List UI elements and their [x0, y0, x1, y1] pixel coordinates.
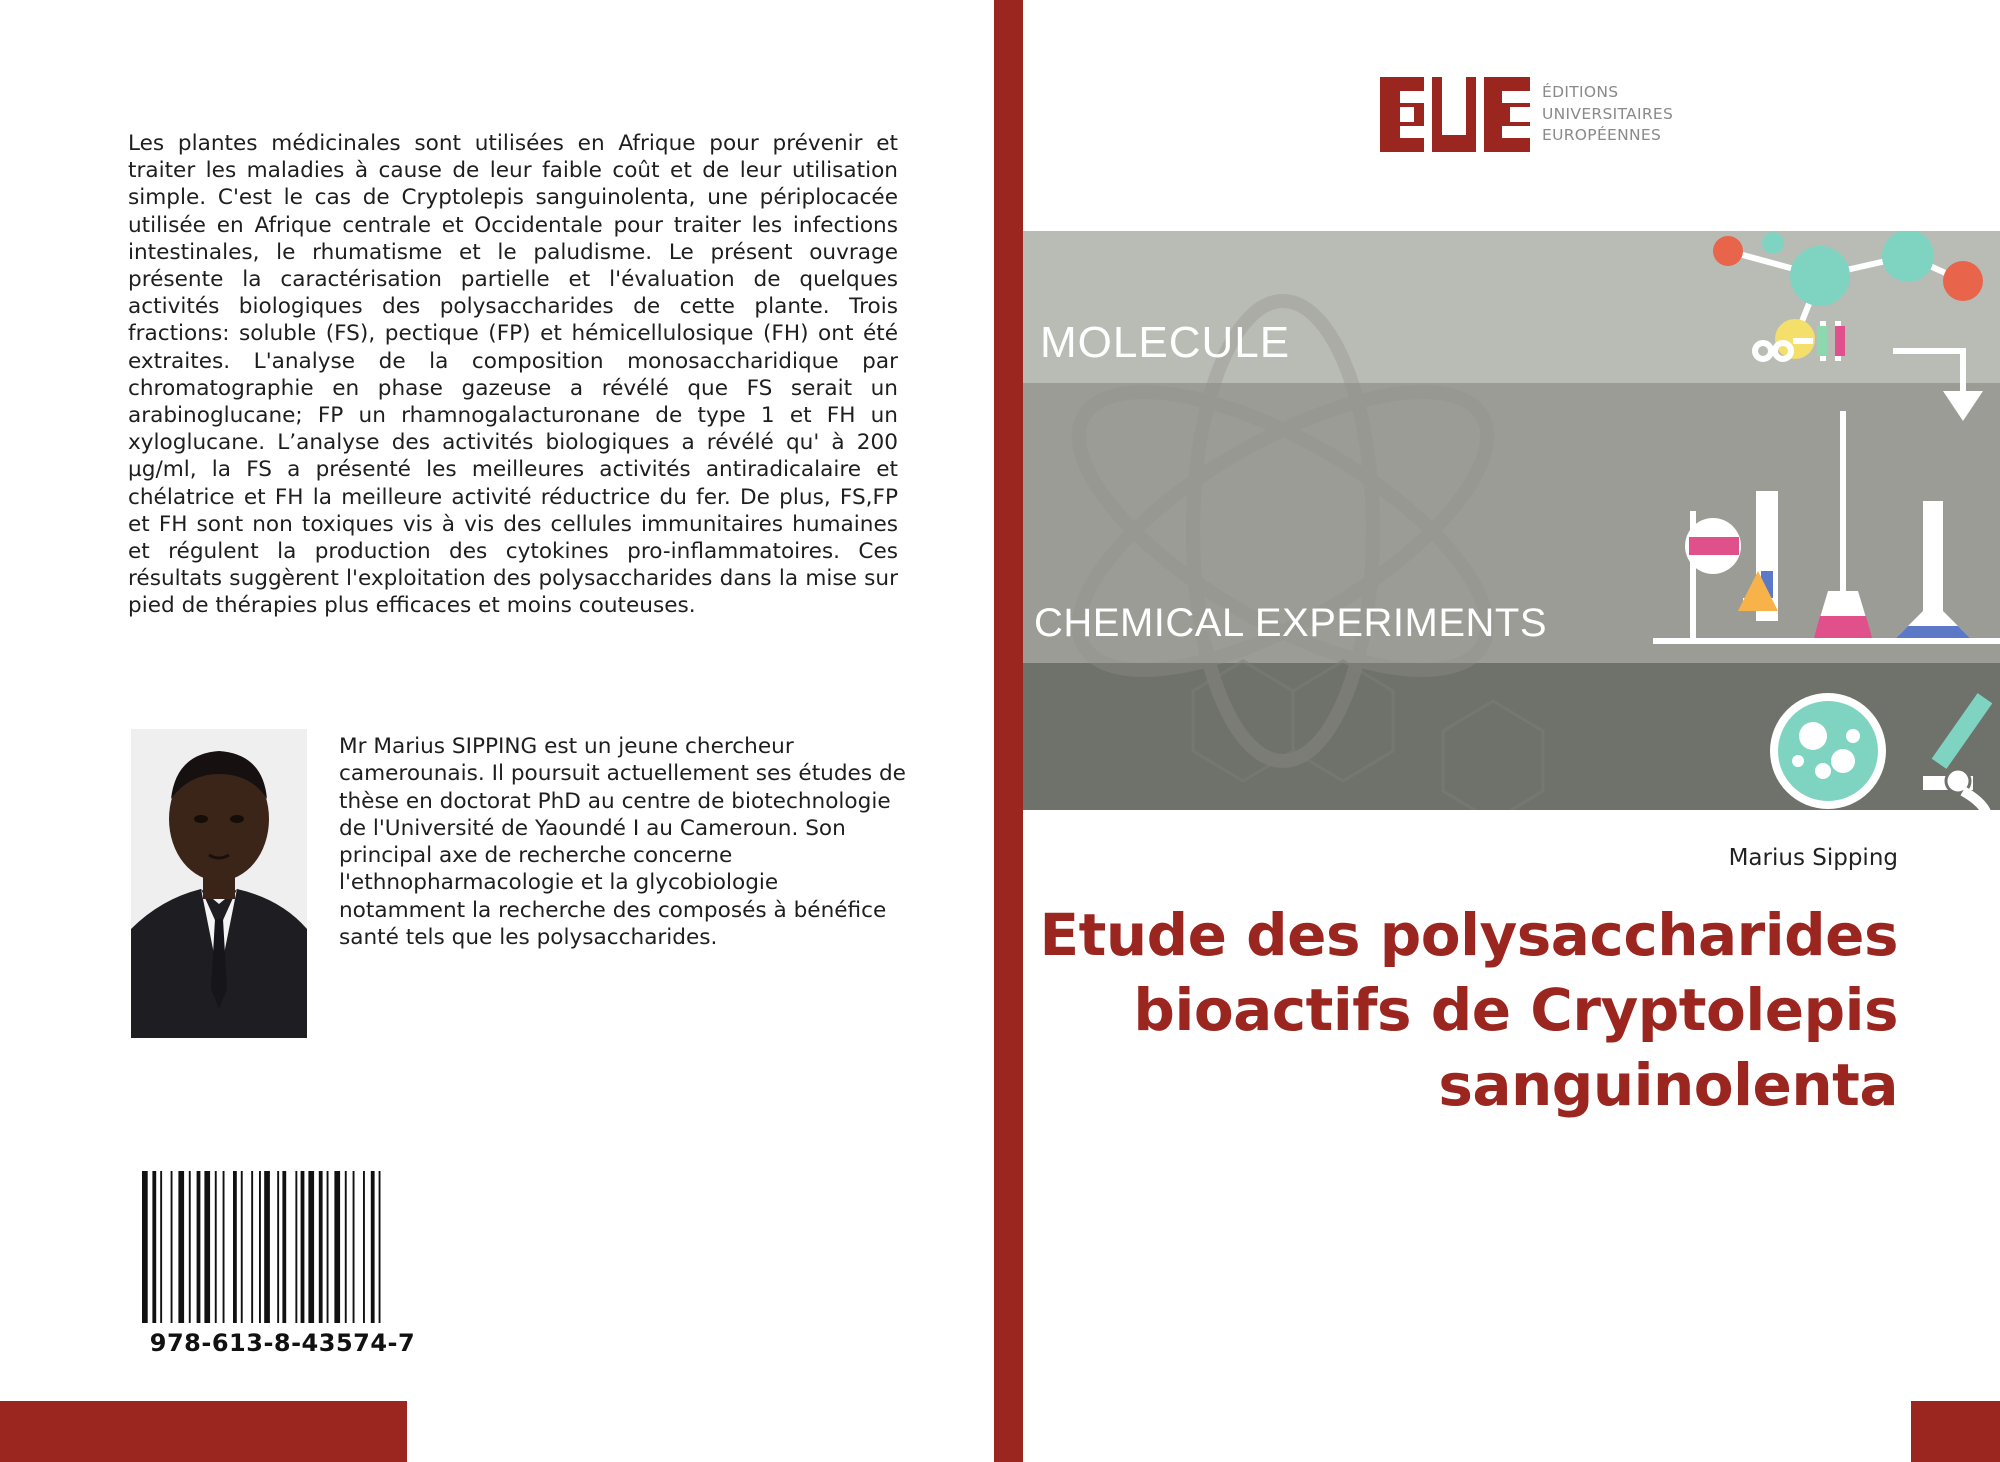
isbn-number: 978-613-8-43574-7	[149, 1329, 416, 1357]
cover-author: Marius Sipping	[1728, 845, 1898, 871]
footer-bar-right	[1911, 1401, 2000, 1462]
author-photo	[131, 729, 307, 1038]
book-spine	[994, 0, 1023, 1462]
logo-line-2: UNIVERSITAIRES	[1542, 104, 1674, 123]
publisher-logo-text	[1542, 82, 1673, 147]
back-cover-blurb: Les plantes médicinales sont utilisées en Afrique pour prévenir et traiter les maladies à cause de leur faible coût et de leur utilisation simple. C'est le cas de Cryptolepis sanguinolenta, une périplocacée utilisée en Afrique centrale et Occidentale pour traiter les infections intestinales, le rhumatisme et le paludisme. Le présent ouvrage présente la caractérisation partielle et l'évaluation de quelques activités biologiques des polysaccharides de cette plante. Trois fractions: soluble (FS), pectique (FP) et hémicellulosique (FH) ont été extraites. L'analyse de la composition monosaccharidique par chromatographie en phase gazeuse a révélé que FS serait un arabinoglucane; FP un rhamnogalacturonane de type 1 et FH un xyloglucane. L’analyse des activités biologiques a révélé qu' à 200 µg/ml, la FS a présenté les meilleures activités antiradicalaire et chélatrice et FH la meilleure activité réductrice du fer. De plus, FS,FP et FH sont non toxiques vis à vis des cellules immunitaires humaines et régulent la production des cytokines pro-inflammatoires. Ces résultats suggèrent l'exploitation des polysaccharides dans la mise sur pied de thérapies plus efficaces et moins couteuses.	[128, 131, 898, 619]
barcode	[140, 1171, 425, 1323]
footer-bar-left	[0, 1401, 407, 1462]
logo-line-1: ÉDITIONS	[1542, 83, 1619, 101]
author-bio: Mr Marius SIPPING est un jeune chercheur camerounais. Il poursuit actuellement ses études de thèse en doctorat PhD au centre de biotechnologie de l'Université de Yaoundé I au Cameroun. Son principal axe de recherche concerne l'ethnopharmacologie et la glycobiologie notamment la recherche des composés à bénéfice santé tels que les polysaccharides.	[339, 734, 906, 951]
petri-dish-icon	[1770, 693, 1886, 809]
book-title: Etude des polysaccharides bioactifs de Cryptolepis sanguinolenta	[1039, 901, 1898, 1119]
banner-word-molecule: MOLECULE	[1040, 318, 1291, 367]
banner-word-chemical-experiments: CHEMICAL EXPERIMENTS	[1034, 601, 1548, 645]
logo-line-3: EUROPÉENNES	[1542, 126, 1662, 144]
